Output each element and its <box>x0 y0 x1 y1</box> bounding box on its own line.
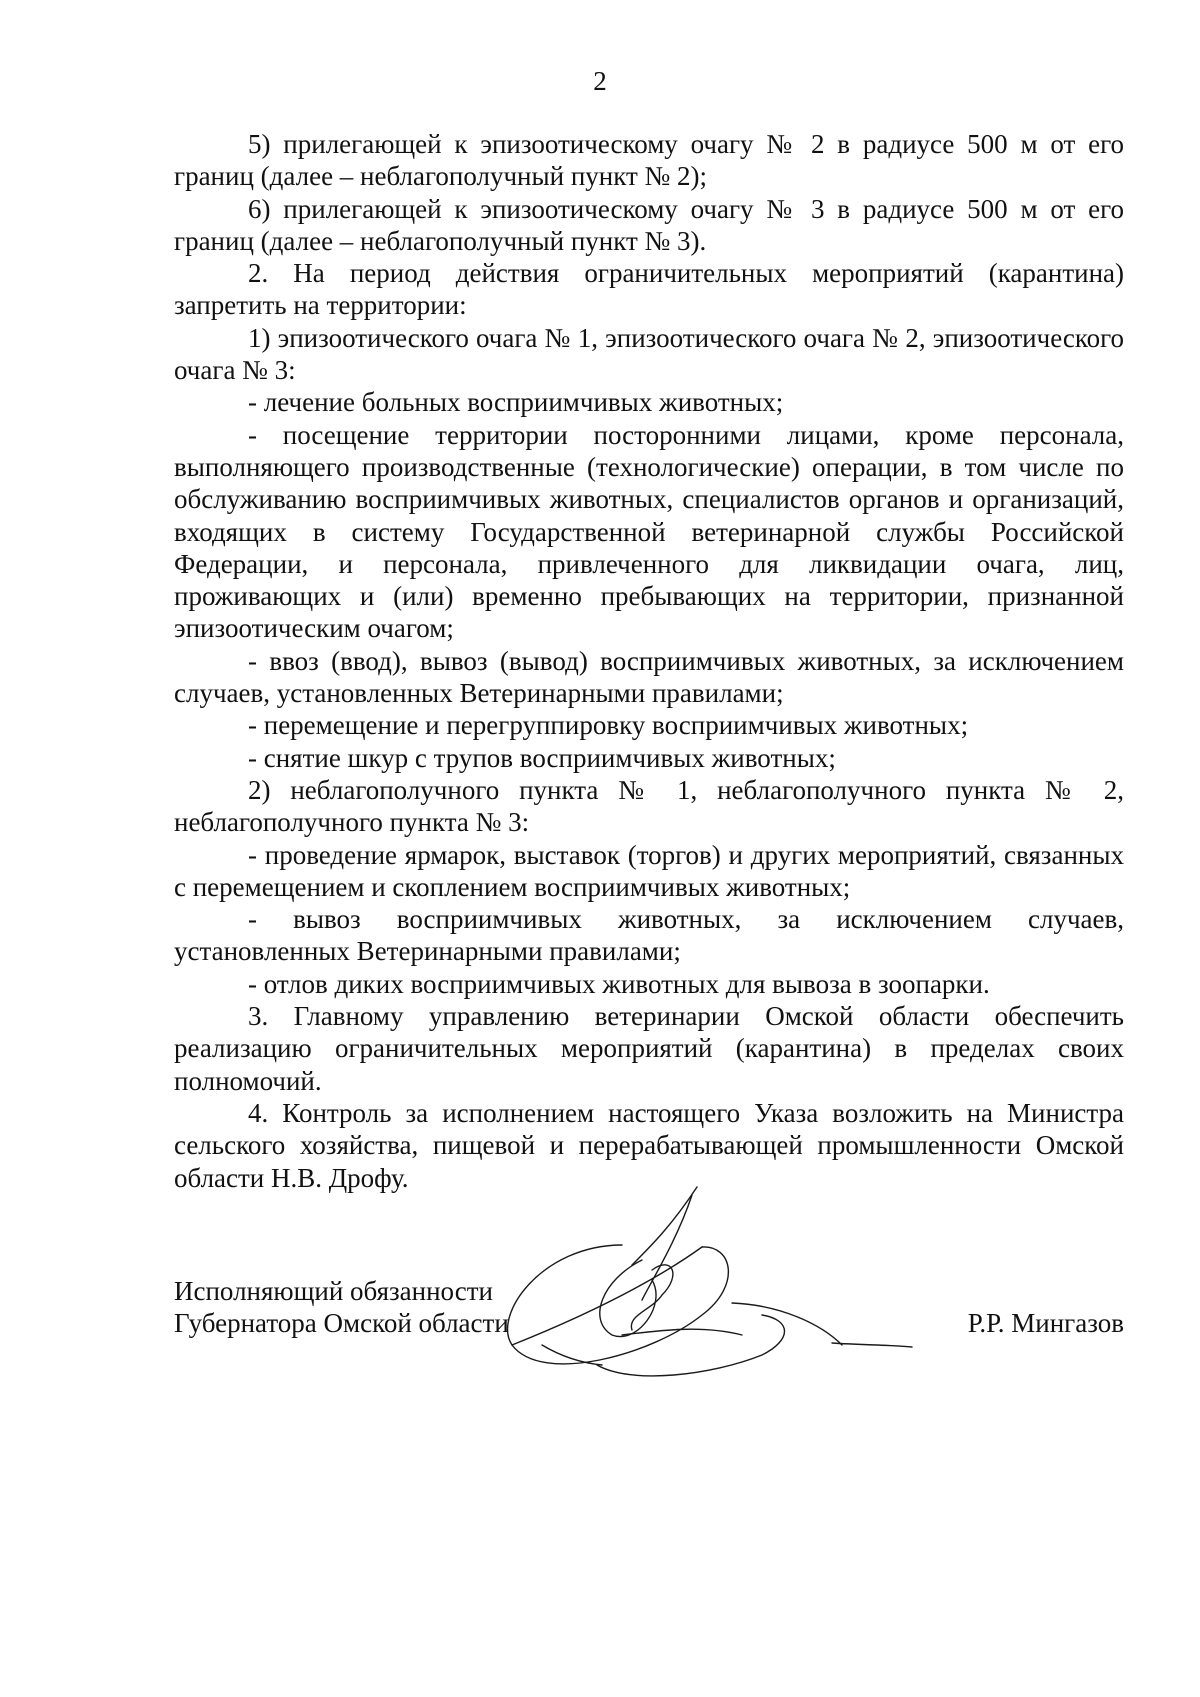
signatory-title <box>174 1275 509 1340</box>
paragraph-section-2: 2. На период действия ограничительных мероприятий (карантина) запретить на территории: <box>174 258 1124 321</box>
paragraph-item-6: 6) прилегающей к эпизоотическому очагу № 3 в радиусе 500 м от его границ (далее – неблагополучный пункт № 3). <box>174 193 1124 256</box>
paragraph-section-3: 3. Главному управлению ветеринарии Омской области обеспечить реализацию ограничительных мероприятий (карантина) в пределах своих полномочий. <box>174 1001 1124 1096</box>
list-item-fairs-ban: - проведение ярмарок, выставок (торгов) и других мероприятий, связанных с перемещением и скоплением восприимчивых животных; <box>174 839 1124 902</box>
list-item-skinning-ban: - снятие шкур с трупов восприимчивых животных; <box>248 742 836 773</box>
list-item-import-export-ban: - ввоз (ввод), вывоз (вывод) восприимчивых животных, за исключением случаев, установленных Ветеринарными правилами; <box>174 645 1124 709</box>
paragraph-section-4: 4. Контроль за исполнением настоящего Указа возложить на Министра сельского хозяйства, пищевой и перерабатывающей промышленности Омской области Н.В. Дрофу. <box>174 1097 1124 1193</box>
list-item-export-ban: - вывоз восприимчивых животных, за исключением случаев, установленных Ветеринарными правилами; <box>174 904 1124 967</box>
page-number: 2 <box>593 66 607 96</box>
document-body <box>174 128 1124 1194</box>
list-item-treatment-ban: - лечение больных восприимчивых животных; <box>248 387 784 418</box>
paragraph-item-5: 5) прилегающей к эпизоотическому очагу № 2 в радиусе 500 м от его границ (далее – неблагополучный пункт № 2); <box>174 129 1124 192</box>
paragraph-subsection-2: 2) неблагополучного пункта № 1, неблагополучного пункта № 2, неблагополучного пункта № 3: <box>174 774 1124 838</box>
signatory-title-line-2: Губернатора Омской области <box>174 1308 509 1339</box>
list-item-visit-ban: - посещение территории посторонними лицами, кроме персонала, выполняющего производственные (технологические) операции, в том числе по обслуживанию восприимчивых животных, специалистов органов и организаций, входящих в систему Государственной ветеринарной службы Российской Федерации, и персонала, привлеченного для ликвидации очага, лиц, проживающих и (или) временно пребывающих на территории, признанной эпизоотическим очагом; <box>174 419 1124 644</box>
list-item-wild-capture-ban: - отлов диких восприимчивых животных для вывоза в зоопарки. <box>248 968 990 999</box>
paragraph-subsection-1: 1) эпизоотического очага № 1, эпизоотического очага № 2, эпизоотического очага № 3: <box>174 322 1124 386</box>
handwritten-signature <box>502 1185 922 1415</box>
signatory-title-line-1: Исполняющий обязанности <box>174 1276 493 1306</box>
signatory-name: Р.Р. Мингазов <box>967 1308 1124 1338</box>
list-item-regrouping-ban: - перемещение и перегруппировку восприимчивых животных; <box>248 710 969 741</box>
